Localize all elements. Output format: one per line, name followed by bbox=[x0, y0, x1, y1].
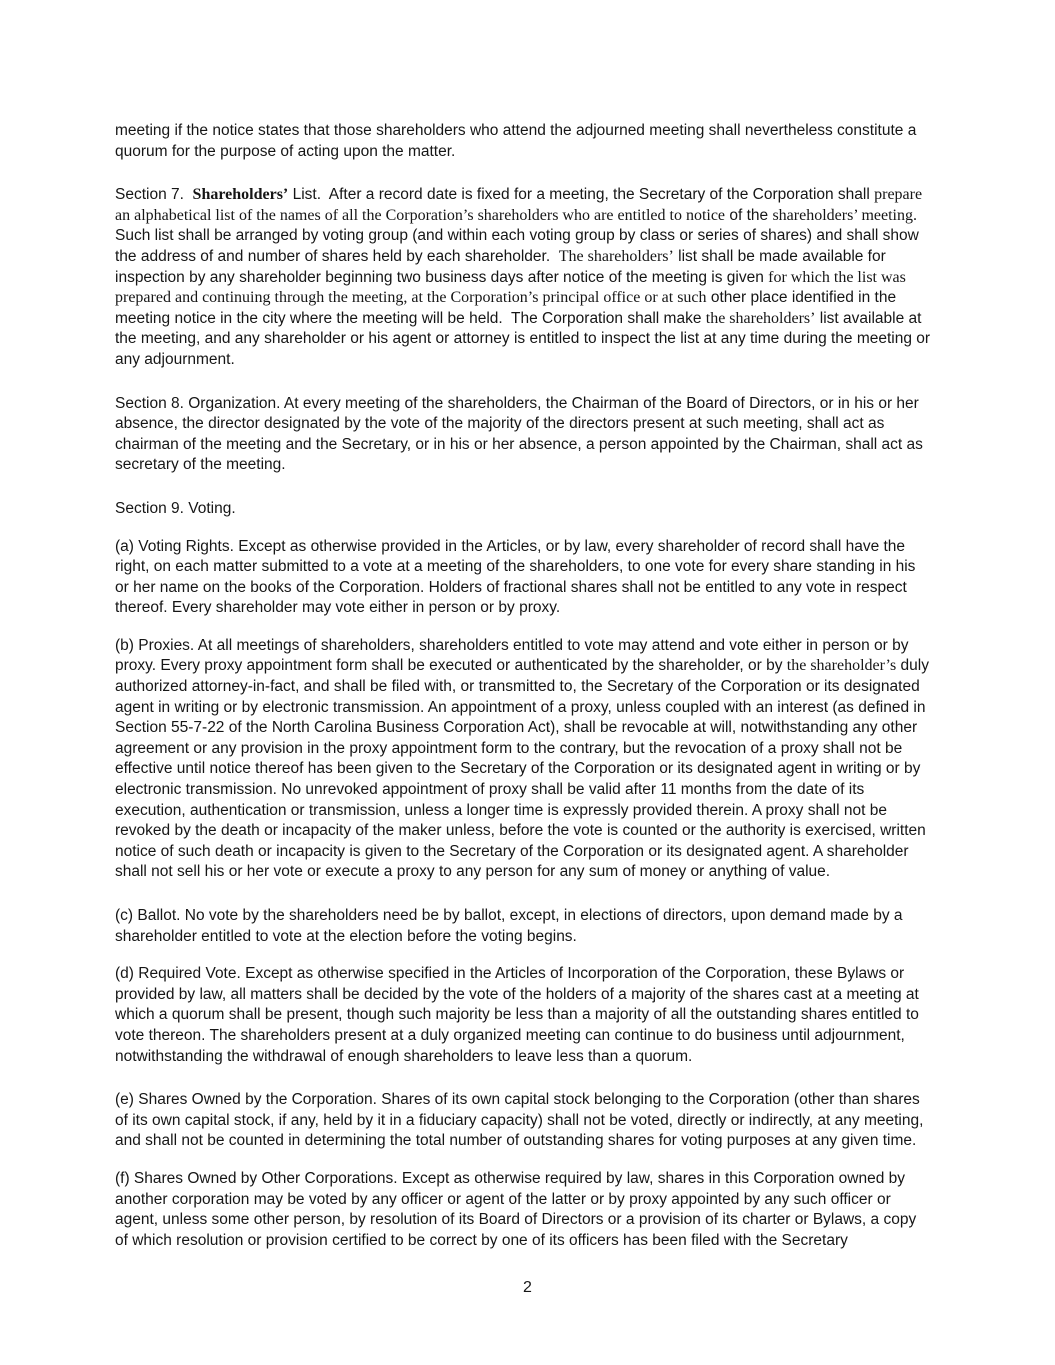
text-segment: (b) Proxies. At all meetings of shareholders, shareholders entitled to vote may attend and vote either in person or by proxy. Every proxy appointment form shall be executed or authenticated by the shareholder, or by bbox=[115, 636, 913, 675]
text-segment: list available at the meeting, and any shareholder or his agent or attorney is entitled to inspect the list at any time during the meeting or any adjournment. bbox=[115, 309, 935, 368]
paragraph-e-shares-owned-by-corporation bbox=[115, 1090, 933, 1152]
text-segment: other place identified in the meeting notice in the city where the meeting will be held. The Corporation shall make bbox=[115, 289, 901, 327]
text-segment: Section 9. Voting. bbox=[115, 499, 236, 517]
text-segment: Such list shall be arranged by voting group (and within each voting group by class or series of shares) and shall show the address of and number of shares held by each shareholder. bbox=[115, 206, 926, 265]
text-segment: prepare an alphabetical list of the names of all the Corporation’s shareholders who are entitled to notice bbox=[115, 186, 927, 224]
text-segment: for which the list was prepared and continuing through the meeting, at the Corporation’s principal office or at such bbox=[115, 268, 910, 307]
text-segment: (c) Ballot. No vote by the shareholders need be by ballot, except, in elections of directors, upon demand made by a shareholder entitled to vote at the election before the voting begins. bbox=[115, 907, 907, 945]
paragraph-f-shares-owned-by-other-corporations bbox=[115, 1169, 933, 1251]
text-segment: (e) Shares Owned by the Corporation. Shares of its own capital stock belonging to the Corporation (other than shares of its own capital stock, if any, held by it in a fiduciary capacity) shall not be voted, directly or indirectly, at any meeting, and shall not be counted in determining the total number of outstanding shares for voting purposes at any given time. bbox=[115, 1091, 928, 1150]
text-segment: Shareholders’ bbox=[192, 186, 289, 204]
paragraph-quorum-continuation bbox=[115, 121, 933, 162]
text-segment: Section 7. bbox=[115, 186, 193, 204]
paragraph-c-ballot bbox=[115, 906, 933, 947]
paragraph-d-required-vote bbox=[115, 964, 933, 1067]
paragraph-b-proxies bbox=[115, 636, 933, 883]
text-segment: meeting if the notice states that those shareholders who attend the adjourned meeting shall nevertheless constitute a quorum for the purpose of acting upon the matter. bbox=[115, 122, 921, 160]
text-segment: Section 8. Organization. At every meeting of the shareholders, the Chairman of the Board of Directors, or in his or her absence, the director designated by the vote of the majority of the directors present at such meeting, shall act as chairman of the meeting and the Secretary, or in his or her absence, a person appointed by the Chairman, shall act as secretary of the meeting. bbox=[115, 394, 928, 474]
text-segment: (d) Required Vote. Except as otherwise specified in the Articles of Incorporation of the Corporation, these Bylaws or provided by law, all matters shall be decided by the vote of the holders of a majority of the shares cast at a meeting at which a quorum shall be present, though such majority be less than a majority of all the outstanding shares entitled to vote thereon. The shareholders present at a duly organized meeting can continue to do business until adjournment, notwithstanding the withdrawal of enough shareholders to leave less than a quorum. bbox=[115, 965, 924, 1065]
text-segment: The shareholders’ bbox=[558, 247, 674, 265]
text-segment: (f) Shares Owned by Other Corporations. Except as otherwise required by law, shares in this Corporation owned by another corporation may be voted by any officer or agent of the latter or by proxy appointed by any such officer or agent, unless some other person, by resolution of its Board of Directors or a provision of its charter or Bylaws, a copy of which resolution or provision certified to be correct by one of its officers has been filed with the Secretary bbox=[115, 1169, 921, 1249]
text-segment: (a) Voting Rights. Except as otherwise provided in the Articles, or by law, every shareholder of record shall have the right, on each matter submitted to a vote at a meeting of the shareholders, to one vote for every share standing in his or her name on the books of the Corporation. Holders of fractional shares shall not be entitled to any vote in respect thereof. Every shareholder may vote either in person or by proxy. bbox=[115, 537, 920, 617]
text-segment: the shareholders’ bbox=[705, 309, 816, 327]
paragraph-section-8-organization bbox=[115, 394, 933, 476]
paragraph-section-9-voting bbox=[115, 499, 933, 520]
text-segment: of the bbox=[725, 206, 773, 224]
document-body bbox=[115, 121, 933, 1268]
text-segment: the shareholder’s bbox=[786, 657, 897, 675]
text-segment: list shall be made available for inspection by any shareholder beginning two business days after notice of the meeting is given bbox=[115, 247, 891, 286]
paragraph-section-7-shareholders-list bbox=[115, 185, 933, 370]
paragraph-a-voting-rights bbox=[115, 537, 933, 619]
text-segment: duly authorized attorney-in-fact, and shall be filed with, or transmitted to, the Secretary of the Corporation or its designated agent in writing or by electronic transmission. An appointment of a proxy, unless coupled with an interest (as defined in Section 55-7-22 of the North Carolina Business Corporation Act), shall be revocable at will, notwithstanding any other agreement or any provision in the proxy appointment form to the contrary, but the revocation of a proxy shall not be effective until notice thereof has been given to the Secretary of the Corporation or its designated agent in writing or by electronic transmission. No unrevoked appointment of proxy shall be valid after 11 months from the date of its execution, authentication or transmission, unless a longer time is expressly provided therein. A proxy shall not be revoked by the death or incapacity of the maker unless, before the vote is counted or the authority is exercised, written notice of such death or incapacity is given to the Secretary of the Corporation or its designated agent. A shareholder shall not sell his or her vote or execute a proxy to any person for any sum of money or anything of value. bbox=[115, 657, 934, 881]
page-number: 2 bbox=[523, 1279, 532, 1296]
text-segment: List. After a record date is fixed for a meeting, the Secretary of the Corporation shall bbox=[288, 186, 875, 204]
text-segment: shareholders’ meeting. bbox=[772, 206, 917, 224]
